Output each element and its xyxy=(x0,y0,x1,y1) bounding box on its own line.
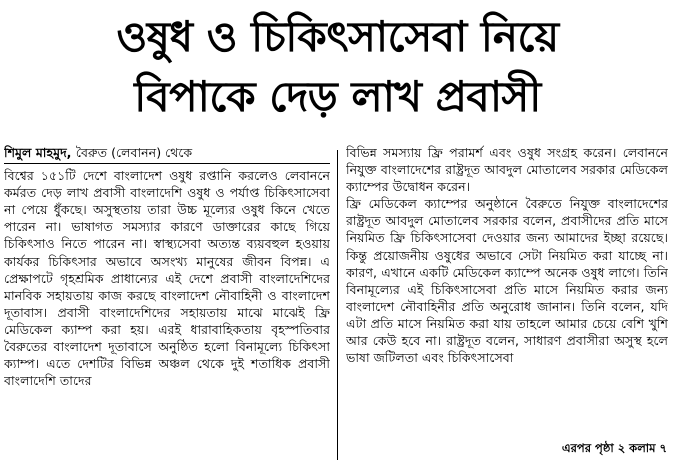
article-column-left xyxy=(4,144,330,462)
column-divider xyxy=(337,150,338,460)
byline-author: শিমুল মাহমুদ, xyxy=(4,145,72,160)
byline-location: বৈরুত (লেবানন) থেকে xyxy=(75,145,193,160)
continuation-note: এরপর পৃষ্ঠা ২ কলাম ৭ xyxy=(558,440,667,459)
headline-line-1: ওষুধ ও চিকিৎসাসেবা নিয়ে xyxy=(116,12,559,61)
headline-line-2: বিপাকে দেড় লাখ প্রবাসী xyxy=(134,72,541,121)
byline xyxy=(4,144,330,164)
article-paragraph: বিভিন্ন সমস্যায় ফ্রি পরামর্শ এবং ওষুধ সংগ্রহ করেন। লেবাননে নিযুক্ত বাংলাদেশের রাষ্ট্রদূত আবদুল মোতালেব সরকার মেডিকেল ক্যাম্পের উদ্বোধন করেন। xyxy=(346,145,668,195)
article-paragraph: বিশ্বের ১৫১টি দেশে বাংলাদেশ ওষুধ রপ্তানি করলেও লেবাননে কর্মরত দেড় লাখ প্রবাসী বাংলাদেশি ওষুধ ও পর্যাপ্ত চিকিৎসাসেবা না পেয়ে ধুঁকছে। অসুস্থতায় তারা উচ্চ মূল্যের ওষুধ কিনে খেতে পারেন না। ভাষাগত সমস্যার কারণে ডাক্তারের কাছে গিয়ে চিকিৎসাও নিতে পারেন না। স্বাস্থ্যসেবা অত্যন্ত ব্যয়বহুল হওয়ায় কার্যকর চিকিৎসার অভাবে অসংখ্য মানুষের জীবন বিপন্ন। এ প্রেক্ষাপটে গৃহশ্রমিক প্রাধান্যের এই দেশে প্রবাসী বাংলাদেশিদের মানবিক সহায়তায় কাজ করছে বাংলাদেশ নৌবাহিনী ও বাংলাদেশ দূতাবাস। প্রবাসী বাংলাদেশিদের সহায়তায় মাঝে মাঝেই ফ্রি মেডিকেল ক্যাম্প করা হয়। এরই ধারাবাহিকতায় বৃহস্পতিবার বৈরুতের বাংলাদেশ দূতাবাসে অনুষ্ঠিত হলো বিনামূল্যে চিকিৎসা ক্যাম্প। এতে দেশটির বিভিন্ন অঞ্চল থেকে দুই শতাধিক প্রবাসী বাংলাদেশি তাদের xyxy=(4,168,330,389)
article-column-right xyxy=(346,144,668,462)
article-paragraph: ফ্রি মেডিকেল ক্যাম্পের অনুষ্ঠানে বৈরুতে নিযুক্ত বাংলাদেশের রাষ্ট্রদূত আবদুল মোতালেব সরকার বলেন, প্রবাসীদের প্রতি মাসে নিয়মিত ফ্রি চিকিৎসাসেবা দেওয়ার জন্য আমাদের ইচ্ছা রয়েছে। কিন্তু প্রয়োজনীয় ওষুধের অভাবে সেটা নিয়মিত করা যাচ্ছে না। কারণ, এখানে একটি মেডিকেল ক্যাম্পে অনেক ওষুধ লাগে। তিনি বিনামূল্যের এই চিকিৎসাসেবা প্রতি মাসে নিয়মিত করার জন্য বাংলাদেশ নৌবাহিনীর প্রতি অনুরোধ জানান। তিনি বলেন, যদি এটা প্রতি মাসে নিয়মিত করা যায় তাহলে আমার চেয়ে বেশি খুশি আর কেউ হবে না। রাষ্ট্রদূত বলেন, সাধারণ প্রবাসীরা অসুস্থ হলে ভাষা জটিলতা এবং চিকিৎসাসেবা xyxy=(346,196,668,366)
